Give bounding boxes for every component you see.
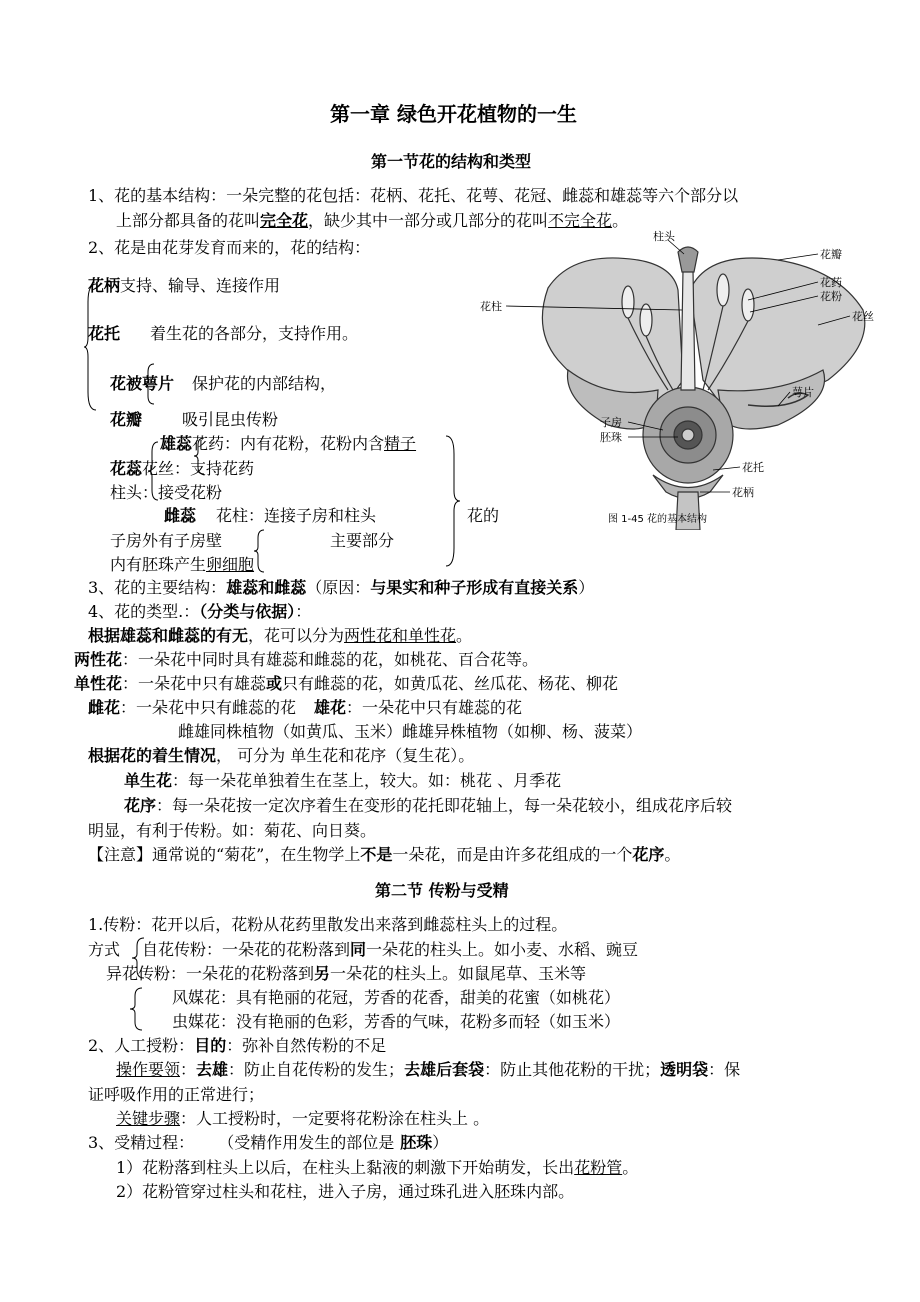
figure-label-zhutou: 柱头	[653, 230, 675, 243]
structure-item: 雄蕊花药：内有花粉，花粉内含精子	[160, 434, 417, 453]
note: 【注意】通常说的“菊花”，在生物学上不是一朵花，而是由许多花组成的一个花序。	[88, 845, 681, 864]
figure-label-huaban: 花瓣	[820, 248, 842, 261]
structure-label: 主要部分	[330, 531, 395, 550]
figure-label-huayao: 花药	[820, 276, 842, 289]
structure-item: 内有胚珠产生卵细胞	[110, 555, 255, 574]
outline-brace	[254, 528, 266, 574]
chapter-title: 第一章 绿色开花植物的一生	[330, 102, 577, 126]
paragraph: 异花传粉：一朵花的花粉落到另一朵花的柱头上。如鼠尾草、玉米等	[106, 964, 587, 983]
figure-label-huabing: 花柄	[732, 486, 754, 499]
figure-label-zifang: 子房	[600, 416, 622, 429]
paragraph: 上部分都具备的花叫完全花，缺少其中一部分或几部分的花叫不完全花。	[116, 211, 629, 230]
structure-item: 花蕊花丝：支持花药	[110, 459, 255, 478]
structure-item: 花瓣 吸引昆虫传粉	[110, 410, 279, 429]
section-heading: 第一节花的结构和类型	[371, 152, 532, 171]
outline-brace	[144, 362, 156, 406]
paragraph: 风媒花：具有艳丽的花冠，芳香的花香，甜美的花蜜（如桃花）	[172, 988, 621, 1007]
structure-label: 花的	[467, 506, 500, 525]
paragraph: 方式 自花传粉：一朵花的花粉落到同一朵花的柱头上。如小麦、水稻、豌豆	[88, 940, 639, 959]
section-heading: 第二节 传粉与受精	[375, 881, 509, 900]
flower-structure-figure	[478, 230, 884, 530]
paragraph: 单性花：一朵花中只有雄蕊或只有雌蕊的花，如黄瓜花、丝瓜花、杨花、柳花	[74, 674, 619, 693]
structure-item: 花柄支持、输导、连接作用	[88, 276, 281, 295]
paragraph: 4、花的类型.：（分类与依据）：	[88, 602, 312, 621]
paragraph: 证呼吸作用的正常进行；	[88, 1085, 265, 1104]
structure-item: 花被萼片 保护花的内部结构，	[110, 374, 337, 393]
paragraph: 3、花的主要结构：雄蕊和雌蕊（原因：与果实和种子形成有直接关系）	[88, 578, 595, 597]
outline-brace	[148, 440, 160, 502]
figure-label-huafen: 花粉	[820, 290, 842, 303]
structure-item: 花托 着生花的各部分，支持作用。	[88, 324, 359, 343]
figure-label-peizhu: 胚珠	[600, 431, 622, 444]
outline-brace	[130, 986, 144, 1032]
outline-brace	[444, 434, 462, 568]
figure-label-eping: 萼片	[792, 386, 814, 399]
paragraph: 雌花：一朵花中只有雌蕊的花 雄花：一朵花中只有雄蕊的花	[88, 698, 523, 717]
paragraph: 2、人工授粉：目的：弥补自然传粉的不足	[88, 1036, 387, 1055]
structure-item: 子房外有子房壁	[110, 531, 223, 550]
paragraph: 1.传粉：花开以后，花粉从花药里散发出来落到雌蕊柱头上的过程。	[88, 915, 568, 934]
paragraph: 雌雄同株植物（如黄瓜、玉米）雌雄异株植物（如柳、杨、菠菜）	[178, 722, 643, 741]
paragraph: 虫媒花：没有艳丽的色彩，芳香的气味，花粉多而轻（如玉米）	[172, 1012, 621, 1031]
paragraph: 2、花是由花芽发育而来的，花的结构：	[88, 238, 371, 257]
structure-item: 柱头：接受花粉	[110, 483, 223, 502]
outline-brace	[194, 436, 206, 476]
paragraph: 明显，有利于传粉。如：菊花、向日葵。	[88, 821, 377, 840]
outline-brace	[84, 282, 100, 412]
paragraph: 操作要领：去雄：防止自花传粉的发生；去雄后套袋：防止其他花粉的干扰；透明袋：保	[116, 1060, 741, 1079]
paragraph: 关键步骤：人工授粉时，一定要将花粉涂在柱头上 。	[116, 1109, 490, 1128]
figure-label-huazhu: 花柱	[480, 300, 502, 313]
paragraph: 3、受精过程： （受精作用发生的部位是 胚珠）	[88, 1133, 449, 1152]
paragraph: 1、花的基本结构：一朵完整的花包括：花柄、花托、花萼、花冠、雌蕊和雄蕊等六个部分以	[88, 186, 739, 205]
paragraph: 花序：每一朵花按一定次序着生在变形的花托即花轴上，每一朵花较小，组成花序后较	[124, 796, 733, 815]
structure-item: 雌蕊 花柱：连接子房和柱头	[164, 506, 377, 525]
figure-label-huatuo: 花托	[742, 461, 764, 474]
figure-label-huasi: 花丝	[852, 310, 874, 323]
paragraph: 根据花的着生情况， 可分为 单生花和花序（复生花）。	[88, 746, 475, 765]
paragraph: 2）花粉管穿过柱头和花柱，进入子房，通过珠孔进入胚珠内部。	[116, 1182, 575, 1201]
paragraph: 1）花粉落到柱头上以后，在柱头上黏液的刺激下开始萌发，长出花粉管。	[116, 1158, 639, 1177]
paragraph: 单生花：每一朵花单独着生在茎上，较大。如：桃花 、月季花	[124, 771, 562, 790]
paragraph: 两性花：一朵花中同时具有雄蕊和雌蕊的花，如桃花、百合花等。	[74, 650, 539, 669]
paragraph: 根据雄蕊和雌蕊的有无，花可以分为两性花和单性花。	[88, 626, 473, 645]
figure-caption: 图 1-45 花的基本结构	[608, 514, 708, 525]
